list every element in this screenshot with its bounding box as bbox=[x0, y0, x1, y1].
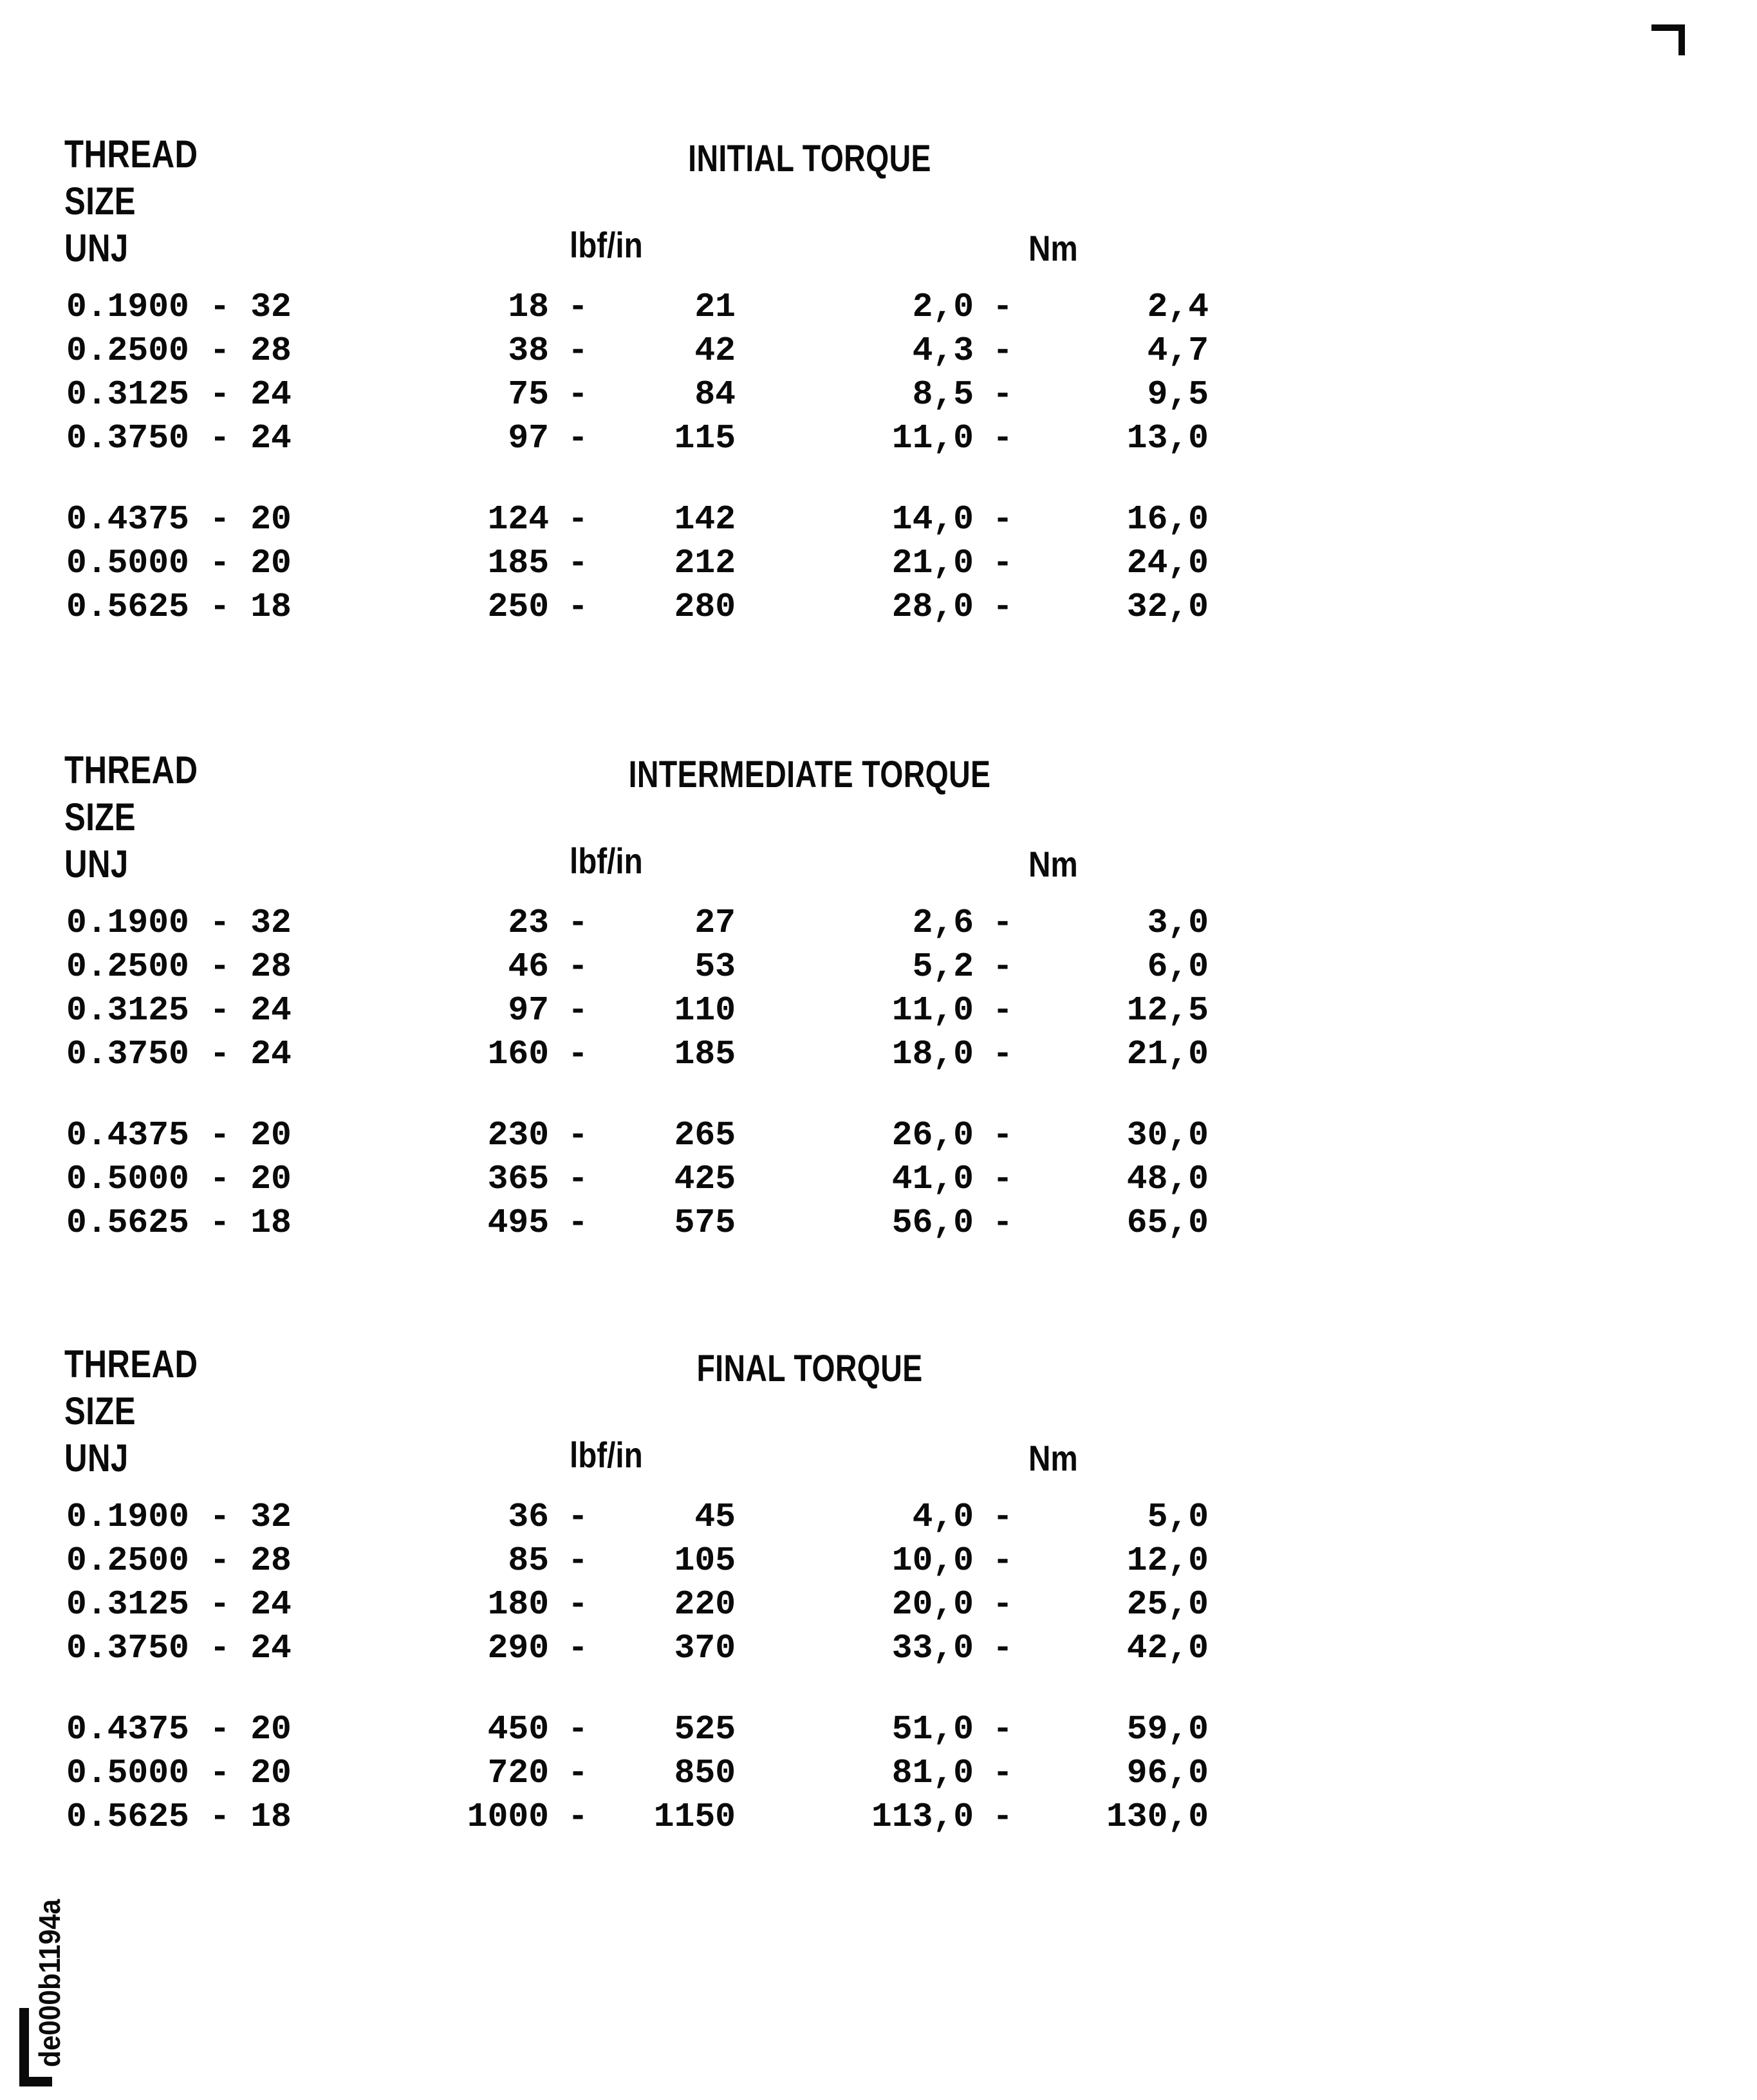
range-dash: - bbox=[568, 288, 588, 326]
lbf-high-cell: 525 bbox=[674, 1710, 736, 1749]
header-line-size: SIZE bbox=[64, 180, 136, 223]
lbf-low-cell: 450 bbox=[487, 1710, 549, 1749]
range-dash: - bbox=[992, 1710, 1013, 1749]
lbf-high-cell: 27 bbox=[694, 904, 736, 942]
range-dash: - bbox=[568, 588, 588, 626]
lbf-low-cell: 495 bbox=[487, 1203, 549, 1242]
thread-size-cell: 0.2500 - 28 bbox=[66, 947, 292, 986]
range-dash: - bbox=[568, 544, 588, 582]
lbf-high-cell: 115 bbox=[674, 419, 736, 458]
nm-low-cell: 51,0 bbox=[891, 1710, 974, 1749]
nm-high-cell: 4,7 bbox=[1147, 331, 1209, 370]
range-dash: - bbox=[992, 1498, 1013, 1536]
lbf-low-cell: 720 bbox=[487, 1754, 549, 1792]
nm-low-cell: 81,0 bbox=[891, 1754, 974, 1792]
lbf-low-cell: 85 bbox=[508, 1541, 549, 1580]
nm-low-cell: 2,0 bbox=[912, 288, 974, 326]
range-dash: - bbox=[992, 1798, 1013, 1836]
lbf-low-cell: 97 bbox=[508, 419, 549, 458]
range-dash: - bbox=[568, 331, 588, 370]
lbf-high-cell: 370 bbox=[674, 1629, 736, 1668]
nm-low-cell: 41,0 bbox=[891, 1160, 974, 1198]
range-dash: - bbox=[568, 419, 588, 458]
range-dash: - bbox=[992, 947, 1013, 986]
range-dash: - bbox=[992, 1754, 1013, 1792]
nm-high-cell: 3,0 bbox=[1147, 904, 1209, 942]
lbf-high-cell: 42 bbox=[694, 331, 736, 370]
nm-low-cell: 14,0 bbox=[891, 500, 974, 539]
thread-size-cell: 0.4375 - 20 bbox=[66, 1710, 292, 1749]
lbf-high-cell: 105 bbox=[674, 1541, 736, 1580]
header-line-thread: THREAD bbox=[64, 133, 198, 176]
table-title: INITIAL TORQUE bbox=[688, 138, 931, 180]
table-row bbox=[0, 1751, 1757, 1795]
thread-size-cell: 0.5625 - 18 bbox=[66, 588, 292, 626]
nm-high-cell: 42,0 bbox=[1126, 1629, 1209, 1668]
nm-high-cell: 21,0 bbox=[1126, 1035, 1209, 1073]
nm-low-cell: 21,0 bbox=[891, 544, 974, 582]
header-line-size: SIZE bbox=[64, 1389, 136, 1433]
thread-size-cell: 0.3125 - 24 bbox=[66, 1585, 292, 1624]
lbf-low-cell: 250 bbox=[487, 588, 549, 626]
table-row bbox=[0, 1539, 1757, 1583]
nm-low-cell: 2,6 bbox=[912, 904, 974, 942]
intermediate-torque-section bbox=[0, 748, 1757, 1263]
range-dash: - bbox=[992, 500, 1013, 539]
nm-low-cell: 10,0 bbox=[891, 1541, 974, 1580]
table-row bbox=[0, 416, 1757, 460]
crop-mark-bottom-left-icon bbox=[19, 2008, 52, 2086]
lbf-low-cell: 46 bbox=[508, 947, 549, 986]
range-dash: - bbox=[568, 1116, 588, 1155]
lbf-high-cell: 185 bbox=[674, 1035, 736, 1073]
range-dash: - bbox=[568, 500, 588, 539]
range-dash: - bbox=[992, 1116, 1013, 1155]
table-rows-group-1 bbox=[0, 901, 1757, 1076]
lbf-low-cell: 75 bbox=[508, 375, 549, 414]
thread-size-cell: 0.2500 - 28 bbox=[66, 331, 292, 370]
lbf-low-cell: 290 bbox=[487, 1629, 549, 1668]
nm-low-cell: 26,0 bbox=[891, 1116, 974, 1155]
range-dash: - bbox=[568, 947, 588, 986]
range-dash: - bbox=[992, 288, 1013, 326]
table-row bbox=[0, 285, 1757, 329]
table-row bbox=[0, 541, 1757, 585]
lbf-high-cell: 53 bbox=[694, 947, 736, 986]
lbf-low-cell: 230 bbox=[487, 1116, 549, 1155]
nm-high-cell: 12,5 bbox=[1126, 991, 1209, 1030]
nm-high-cell: 2,4 bbox=[1147, 288, 1209, 326]
thread-size-cell: 0.1900 - 32 bbox=[66, 1498, 292, 1536]
lbf-low-cell: 97 bbox=[508, 991, 549, 1030]
thread-size-cell: 0.5000 - 20 bbox=[66, 1754, 292, 1792]
range-dash: - bbox=[568, 1585, 588, 1624]
range-dash: - bbox=[992, 419, 1013, 458]
document-code: de000b1194a bbox=[33, 1899, 66, 2067]
nm-high-cell: 16,0 bbox=[1126, 500, 1209, 539]
lbf-low-cell: 185 bbox=[487, 544, 549, 582]
thread-size-cell: 0.3125 - 24 bbox=[66, 375, 292, 414]
lbf-high-cell: 575 bbox=[674, 1203, 736, 1242]
table-row bbox=[0, 989, 1757, 1032]
nm-low-cell: 28,0 bbox=[891, 588, 974, 626]
table-row bbox=[0, 1495, 1757, 1539]
range-dash: - bbox=[568, 1541, 588, 1580]
table-rows-group-2 bbox=[0, 1707, 1757, 1839]
nm-high-cell: 9,5 bbox=[1147, 375, 1209, 414]
lbf-low-cell: 365 bbox=[487, 1160, 549, 1198]
table-row bbox=[0, 945, 1757, 989]
range-dash: - bbox=[992, 1035, 1013, 1073]
thread-size-cell: 0.3125 - 24 bbox=[66, 991, 292, 1030]
lbf-low-cell: 160 bbox=[487, 1035, 549, 1073]
crop-mark-top-right-icon bbox=[1651, 24, 1685, 55]
range-dash: - bbox=[568, 375, 588, 414]
lbf-high-cell: 142 bbox=[674, 500, 736, 539]
thread-size-cell: 0.4375 - 20 bbox=[66, 500, 292, 539]
range-dash: - bbox=[992, 1160, 1013, 1198]
range-dash: - bbox=[992, 1203, 1013, 1242]
table-row bbox=[0, 1626, 1757, 1670]
range-dash: - bbox=[992, 331, 1013, 370]
range-dash: - bbox=[992, 375, 1013, 414]
table-rows-group-1 bbox=[0, 285, 1757, 460]
table-row bbox=[0, 373, 1757, 416]
lbf-high-cell: 45 bbox=[694, 1498, 736, 1536]
range-dash: - bbox=[568, 1035, 588, 1073]
table-title: INTERMEDIATE TORQUE bbox=[628, 754, 991, 795]
initial-torque-section bbox=[0, 133, 1757, 647]
lbf-high-cell: 212 bbox=[674, 544, 736, 582]
nm-high-cell: 65,0 bbox=[1126, 1203, 1209, 1242]
nm-high-cell: 30,0 bbox=[1126, 1116, 1209, 1155]
nm-low-cell: 56,0 bbox=[891, 1203, 974, 1242]
nm-high-cell: 25,0 bbox=[1126, 1585, 1209, 1624]
table-row bbox=[0, 1583, 1757, 1626]
lbf-high-cell: 1150 bbox=[653, 1798, 736, 1836]
nm-low-cell: 5,2 bbox=[912, 947, 974, 986]
thread-size-cell: 0.5000 - 20 bbox=[66, 544, 292, 582]
nm-high-cell: 6,0 bbox=[1147, 947, 1209, 986]
range-dash: - bbox=[568, 1710, 588, 1749]
unit-label-nm: Nm bbox=[1028, 844, 1078, 884]
range-dash: - bbox=[992, 544, 1013, 582]
range-dash: - bbox=[568, 1160, 588, 1198]
header-line-thread: THREAD bbox=[64, 1343, 198, 1386]
table-row bbox=[0, 329, 1757, 373]
header-line-thread: THREAD bbox=[64, 748, 198, 792]
lbf-high-cell: 84 bbox=[694, 375, 736, 414]
lbf-high-cell: 21 bbox=[694, 288, 736, 326]
lbf-low-cell: 18 bbox=[508, 288, 549, 326]
table-row bbox=[0, 1157, 1757, 1201]
lbf-high-cell: 110 bbox=[674, 991, 736, 1030]
table-rows-group-1 bbox=[0, 1495, 1757, 1670]
unit-label-lbfin: lbf/in bbox=[570, 225, 643, 265]
thread-size-cell: 0.1900 - 32 bbox=[66, 904, 292, 942]
header-line-unj: UNJ bbox=[64, 1436, 129, 1480]
lbf-low-cell: 38 bbox=[508, 331, 549, 370]
lbf-high-cell: 425 bbox=[674, 1160, 736, 1198]
nm-high-cell: 59,0 bbox=[1126, 1710, 1209, 1749]
range-dash: - bbox=[992, 904, 1013, 942]
table-row bbox=[0, 497, 1757, 541]
lbf-high-cell: 265 bbox=[674, 1116, 736, 1155]
table-rows-group-2 bbox=[0, 497, 1757, 629]
nm-low-cell: 8,5 bbox=[912, 375, 974, 414]
range-dash: - bbox=[992, 1585, 1013, 1624]
lbf-low-cell: 23 bbox=[508, 904, 549, 942]
nm-high-cell: 130,0 bbox=[1106, 1798, 1209, 1836]
table-row bbox=[0, 1707, 1757, 1751]
nm-low-cell: 11,0 bbox=[891, 419, 974, 458]
range-dash: - bbox=[992, 588, 1013, 626]
thread-size-cell: 0.3750 - 24 bbox=[66, 1629, 292, 1668]
thread-size-column-header bbox=[64, 131, 198, 272]
range-dash: - bbox=[568, 1798, 588, 1836]
lbf-high-cell: 850 bbox=[674, 1754, 736, 1792]
thread-size-column-header bbox=[64, 747, 198, 887]
table-row bbox=[0, 901, 1757, 945]
lbf-low-cell: 1000 bbox=[467, 1798, 549, 1836]
nm-low-cell: 18,0 bbox=[891, 1035, 974, 1073]
range-dash: - bbox=[568, 1203, 588, 1242]
nm-low-cell: 4,0 bbox=[912, 1498, 974, 1536]
range-dash: - bbox=[992, 1541, 1013, 1580]
range-dash: - bbox=[568, 1754, 588, 1792]
range-dash: - bbox=[568, 1629, 588, 1668]
lbf-low-cell: 124 bbox=[487, 500, 549, 539]
thread-size-cell: 0.4375 - 20 bbox=[66, 1116, 292, 1155]
nm-low-cell: 113,0 bbox=[871, 1798, 974, 1836]
nm-low-cell: 11,0 bbox=[891, 991, 974, 1030]
table-row bbox=[0, 1113, 1757, 1157]
table-row bbox=[0, 1032, 1757, 1076]
range-dash: - bbox=[992, 991, 1013, 1030]
thread-size-column-header bbox=[64, 1341, 198, 1482]
table-title: FINAL TORQUE bbox=[696, 1348, 923, 1389]
nm-high-cell: 32,0 bbox=[1126, 588, 1209, 626]
thread-size-cell: 0.5000 - 20 bbox=[66, 1160, 292, 1198]
table-row bbox=[0, 1795, 1757, 1839]
range-dash: - bbox=[568, 904, 588, 942]
lbf-high-cell: 280 bbox=[674, 588, 736, 626]
unit-label-lbfin: lbf/in bbox=[570, 1435, 643, 1475]
header-line-unj: UNJ bbox=[64, 227, 129, 270]
thread-size-cell: 0.3750 - 24 bbox=[66, 1035, 292, 1073]
range-dash: - bbox=[568, 991, 588, 1030]
thread-size-cell: 0.3750 - 24 bbox=[66, 419, 292, 458]
thread-size-cell: 0.5625 - 18 bbox=[66, 1798, 292, 1836]
nm-low-cell: 20,0 bbox=[891, 1585, 974, 1624]
unit-label-nm: Nm bbox=[1028, 1438, 1078, 1478]
unit-label-nm: Nm bbox=[1028, 228, 1078, 268]
header-line-unj: UNJ bbox=[64, 842, 129, 886]
thread-size-cell: 0.5625 - 18 bbox=[66, 1203, 292, 1242]
table-row bbox=[0, 1201, 1757, 1245]
lbf-low-cell: 180 bbox=[487, 1585, 549, 1624]
nm-high-cell: 5,0 bbox=[1147, 1498, 1209, 1536]
final-torque-section bbox=[0, 1343, 1757, 1857]
header-line-size: SIZE bbox=[64, 795, 136, 839]
nm-high-cell: 96,0 bbox=[1126, 1754, 1209, 1792]
range-dash: - bbox=[992, 1629, 1013, 1668]
lbf-low-cell: 36 bbox=[508, 1498, 549, 1536]
table-row bbox=[0, 585, 1757, 629]
nm-high-cell: 48,0 bbox=[1126, 1160, 1209, 1198]
nm-high-cell: 13,0 bbox=[1126, 419, 1209, 458]
nm-low-cell: 33,0 bbox=[891, 1629, 974, 1668]
table-rows-group-2 bbox=[0, 1113, 1757, 1245]
nm-high-cell: 12,0 bbox=[1126, 1541, 1209, 1580]
range-dash: - bbox=[568, 1498, 588, 1536]
thread-size-cell: 0.1900 - 32 bbox=[66, 288, 292, 326]
nm-high-cell: 24,0 bbox=[1126, 544, 1209, 582]
lbf-high-cell: 220 bbox=[674, 1585, 736, 1624]
thread-size-cell: 0.2500 - 28 bbox=[66, 1541, 292, 1580]
nm-low-cell: 4,3 bbox=[912, 331, 974, 370]
unit-label-lbfin: lbf/in bbox=[570, 841, 643, 881]
